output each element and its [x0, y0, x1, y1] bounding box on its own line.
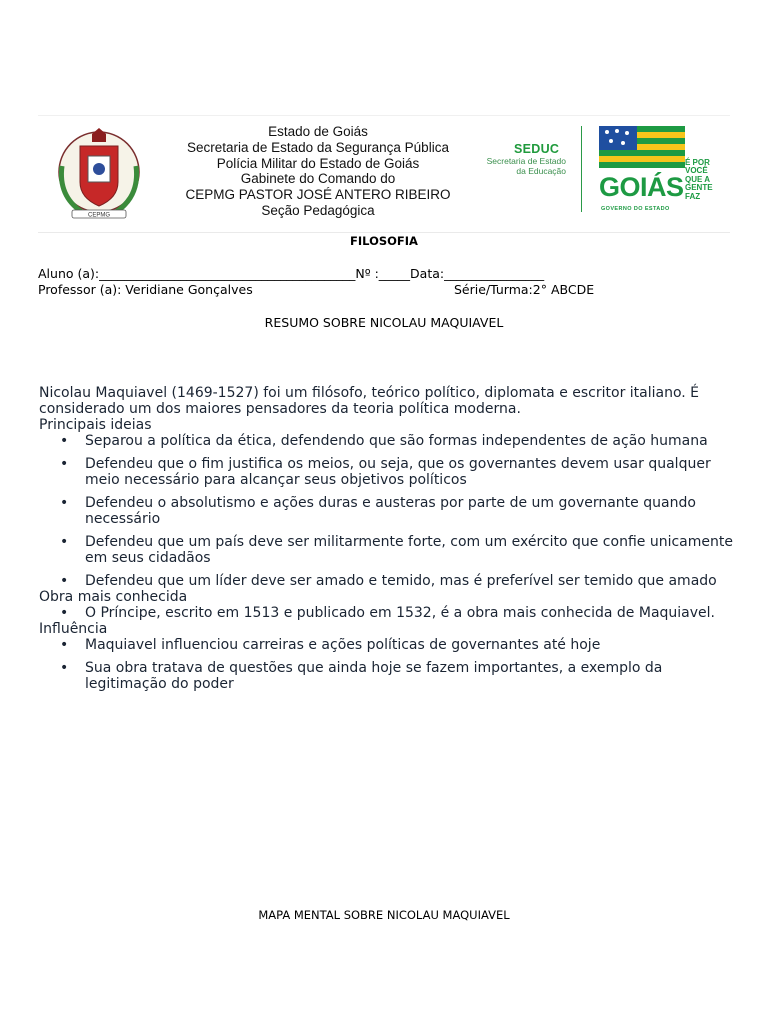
- teacher-field: Professor (a): Veridiane Gonçalves: [38, 282, 253, 297]
- tagline-line: GENTE: [685, 183, 713, 193]
- list-item: • Separou a política da ética, defendendo que são formas independentes de ação humana: [39, 433, 739, 449]
- work-heading: Obra mais conhecida: [39, 589, 188, 605]
- influence-list: [39, 637, 739, 692]
- list-item: • Defendeu que um país deve ser militarmente forte, com um exército que confie unicamente em seus cidadãos: [39, 534, 739, 566]
- list-item: • O Príncipe, escrito em 1513 e publicado em 1532, é a obra mais conhecida de Maquiavel.: [39, 605, 739, 621]
- inst-line: Seção Pedagógica: [261, 202, 375, 218]
- summary-content: [39, 385, 739, 692]
- class-field: Série/Turma:2° ABCDE: [454, 282, 595, 297]
- police-crest-logo: [52, 126, 146, 222]
- list-item: • Defendeu o absolutismo e ações duras e austeras por parte de um governante quando necessário: [39, 495, 739, 527]
- mindmap-title: MAPA MENTAL SOBRE NICOLAU MAQUIAVEL: [258, 908, 510, 922]
- seduc-title: SEDUC: [514, 142, 560, 156]
- inst-line: Secretaria de Estado da Segurança Pública: [187, 139, 449, 155]
- tagline-line: É POR: [685, 158, 710, 167]
- inst-line: Polícia Militar do Estado de Goiás: [216, 155, 420, 171]
- goias-logo: [599, 126, 729, 216]
- tagline-line: VOCÊ: [685, 166, 708, 176]
- tagline-line: FAZ: [685, 191, 701, 201]
- list-item: • Defendeu que o fim justifica os meios, ou seja, que os governantes devem usar qualquer meio necessário para alcançar seus objetivos políticos: [39, 456, 739, 488]
- ideas-list: [39, 433, 739, 589]
- ideas-heading: Principais ideias: [39, 417, 152, 433]
- subject-title: FILOSOFIA: [350, 234, 418, 248]
- goias-gov-text: GOVERNO DO ESTADO: [601, 206, 670, 212]
- influence-heading: Influência: [39, 621, 108, 637]
- seduc-subtitle: da Educação: [516, 166, 566, 176]
- inst-line: Estado de Goiás: [268, 124, 368, 139]
- student-field: Aluno (a):_________________________________________Nº :_____Data:________________: [38, 266, 545, 281]
- institution-block: [168, 124, 468, 219]
- inst-line: CEPMG PASTOR JOSÉ ANTERO RIBEIRO: [185, 187, 451, 203]
- logo-divider: [581, 126, 582, 212]
- intro-paragraph: Nicolau Maquiavel (1469-1527) foi um filósofo, teórico político, diplomata e escritor italiano. É considerado um dos maiores pensadores da teoria política moderna.: [39, 385, 700, 417]
- tagline-line: QUE A: [685, 174, 711, 184]
- list-item: • Maquiavel influenciou carreiras e ações políticas de governantes até hoje: [39, 637, 739, 653]
- work-list: [39, 605, 739, 621]
- list-item: • Defendeu que um líder deve ser amado e temido, mas é preferível ser temido que amado: [39, 573, 739, 589]
- seduc-logo: [468, 142, 566, 176]
- goias-tagline: [685, 159, 725, 201]
- goias-flag-icon: [599, 126, 685, 168]
- seduc-subtitle: Secretaria de Estado: [486, 156, 566, 166]
- letterhead: [38, 115, 730, 233]
- inst-line: Gabinete do Comando do: [240, 171, 396, 187]
- summary-title: RESUMO SOBRE NICOLAU MAQUIAVEL: [264, 315, 504, 330]
- crest-text: CEPMG: [87, 212, 111, 219]
- goias-wordmark: GOIÁS: [599, 172, 684, 202]
- list-item: • Sua obra tratava de questões que ainda hoje se fazem importantes, a exemplo da legitimação do poder: [39, 660, 739, 692]
